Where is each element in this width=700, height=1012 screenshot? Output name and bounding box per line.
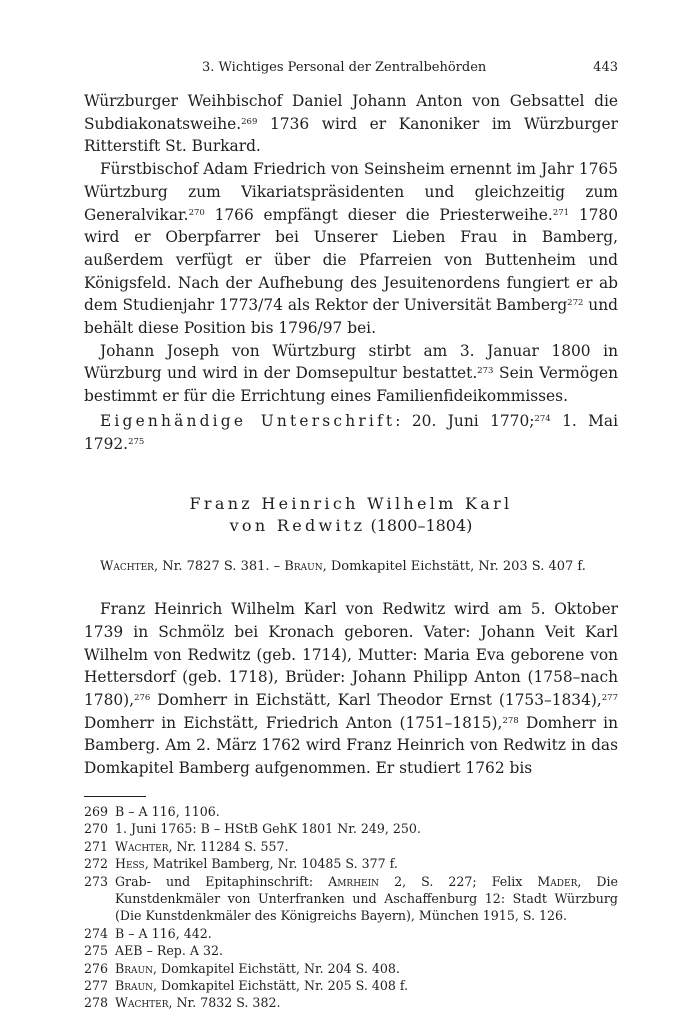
footnote-text xyxy=(115,994,618,1011)
text-run: 2, S. 227; Felix xyxy=(379,873,538,889)
footnote-ref[interactable]: 275 xyxy=(128,436,145,447)
paragraph xyxy=(84,90,618,158)
footnote xyxy=(84,855,618,872)
person-name-suffix: von Redwitz xyxy=(229,516,366,536)
footnote-ref[interactable]: 271 xyxy=(552,207,570,218)
footnote-number: 272 xyxy=(84,856,109,872)
footnote-ref[interactable]: 273 xyxy=(477,366,494,377)
footnote-text xyxy=(115,960,618,977)
text-run: , Domkapitel Eichstätt, Nr. 203 S. 407 f. xyxy=(322,559,586,575)
text-run: , Nr. 11284 S. 557. xyxy=(168,838,289,854)
text-run: 1736 wird er Kanoniker im Würzburger Ritterstift St. Burkard. xyxy=(84,114,618,156)
footnote-text xyxy=(115,977,618,994)
author-name: Hess xyxy=(115,856,145,872)
footnote-text xyxy=(115,873,618,925)
footnote-number: 274 xyxy=(84,925,109,941)
footnote xyxy=(84,977,618,994)
footnote-number: 276 xyxy=(84,960,109,976)
author-name: Mader xyxy=(537,873,578,889)
footnote-text: B – A 116, 442. xyxy=(115,925,212,941)
text-run: , Domkapitel Eichstätt, Nr. 204 S. 408. xyxy=(153,960,400,976)
text-run: , Domkapitel Eichstätt, Nr. 205 S. 408 f. xyxy=(153,977,409,993)
text-run: 1766 empfängt dieser die Priesterweihe. xyxy=(204,205,553,224)
footnote-ref[interactable]: 269 xyxy=(241,116,258,127)
footnotes xyxy=(84,803,618,1012)
footnote xyxy=(84,803,618,820)
footnote-number: 275 xyxy=(84,943,109,959)
footnote-text: B – A 116, 1106. xyxy=(115,803,220,819)
footnote xyxy=(84,960,618,977)
footnote-number: 278 xyxy=(84,995,109,1011)
footnote-ref[interactable]: 276 xyxy=(134,693,151,704)
footnote xyxy=(84,838,618,855)
body-text xyxy=(84,90,618,455)
tenure-dates: (1800–1804) xyxy=(365,516,473,536)
author-name: Braun xyxy=(115,977,153,993)
footnote-text: 1. Juni 1765: B – HStB GehK 1801 Nr. 249, 250. xyxy=(115,821,421,837)
footnote-number: 273 xyxy=(84,873,109,889)
text-run: Domherr in Bamberg. Am 2. März 1762 wird Franz Heinrich von Redwitz in das Domkapitel Bamberg aufgenommen. Er studiert 1762 bis xyxy=(84,713,618,778)
running-header xyxy=(84,56,618,80)
text-run: Domherr in Eichstätt, Friedrich Anton (1751–1815), xyxy=(84,713,503,732)
text-run: , Die Kunstdenkmäler von Unterfranken und Aschaffenburg 12: Stadt Würzburg (Die Kunstdenkmäler des Königreichs Bayern), München 1915, S. 126. xyxy=(115,873,618,924)
section-heading xyxy=(84,493,618,537)
text-run: und behält diese Position bis 1796/97 bei. xyxy=(84,296,618,338)
signature-line xyxy=(84,410,618,455)
footnote-ref[interactable]: 278 xyxy=(502,715,519,726)
text-run: Domherr in Eichstätt, Karl Theodor Ernst (1753–1834), xyxy=(150,691,602,710)
footnote-ref[interactable]: 270 xyxy=(188,207,205,218)
footnote-number: 269 xyxy=(84,803,109,819)
text-run: Grab- und Epitaphinschrift: xyxy=(115,873,329,889)
biography-paragraph xyxy=(84,598,618,780)
footnote xyxy=(84,873,618,925)
footnote-ref[interactable]: 274 xyxy=(534,413,551,424)
page-number: 443 xyxy=(593,60,618,75)
footnote xyxy=(84,942,618,959)
author-name: Wachter xyxy=(100,559,154,575)
signature-label: Eigenhändige Unterschrift xyxy=(100,411,396,430)
footnote-text xyxy=(115,838,618,855)
footnote-ref[interactable]: 272 xyxy=(567,298,584,309)
text-run: , Matrikel Bamberg, Nr. 10485 S. 377 f. xyxy=(144,856,398,872)
footnote xyxy=(84,994,618,1011)
footnote-divider xyxy=(84,796,146,797)
footnote-ref[interactable]: 277 xyxy=(601,693,618,704)
source-references xyxy=(84,559,618,574)
text-run: , Nr. 7832 S. 382. xyxy=(168,995,281,1011)
paragraph xyxy=(84,340,618,408)
text-run: Fürstbischof Adam Friedrich von Seinsheim ernennt im Jahr 1765 Würtzburg zum Vikariatspräsidenten und gleichzeitig zum Generalvikar. xyxy=(84,160,618,224)
text-run: Johann Joseph von Würtzburg stirbt am 3. Januar 1800 in Würzburg und wird in der Domsepultur bestattet. xyxy=(84,341,618,383)
text-run: , Nr. 7827 S. 381. – xyxy=(153,559,285,575)
footnote-text: AEB – Rep. A 32. xyxy=(115,943,223,959)
author-name: Wachter xyxy=(115,838,169,854)
text-run: Würzburger Weihbischof Daniel Johann Anton von Gebsattel die Subdiakonatsweihe. xyxy=(84,92,618,133)
footnote-number: 277 xyxy=(84,977,109,993)
footnote-text xyxy=(115,855,618,872)
text-run: 1. Mai 1792. xyxy=(84,411,619,453)
author-name: Braun xyxy=(115,960,153,976)
text-run: 1780 wird er Oberpfarrer bei Unserer Lieben Frau in Bamberg, außerdem verfügt er über die Pfarreien von Buttenheim und Königsfeld. Nach der Aufhebung des Jesuitenordens fungiert er ab dem Studienjahr 1773/74 als Rektor der Universität Bamberg xyxy=(84,205,619,315)
text-run: : 20. Juni 1770; xyxy=(395,411,535,430)
footnote xyxy=(84,925,618,942)
paragraph xyxy=(84,158,618,340)
footnote xyxy=(84,820,618,837)
text-run: Sein Vermögen bestimmt er für die Errichtung eines Familienfideikommisses. xyxy=(84,364,618,406)
footnote-number: 271 xyxy=(84,838,109,854)
text-run: Franz Heinrich Wilhelm Karl von Redwitz wird am 5. Oktober 1739 in Schmölz bei Kronach geboren. Vater: Johann Veit Karl Wilhelm von Redwitz (geb. 1714), Mutter: Maria Eva geborene von Hettersdorf (geb. 1718), Brüder: Johann Philipp Anton (1758–nach 1780), xyxy=(84,600,618,710)
person-name: Franz Heinrich Wilhelm Karl xyxy=(189,494,513,514)
author-name: Braun xyxy=(284,559,323,575)
running-title: 3. Wichtiges Personal der Zentralbehörden xyxy=(202,60,487,75)
book-page xyxy=(84,56,618,1012)
footnote-number: 270 xyxy=(84,821,109,837)
author-name: Amrhein xyxy=(328,873,380,889)
author-name: Wachter xyxy=(115,995,169,1011)
